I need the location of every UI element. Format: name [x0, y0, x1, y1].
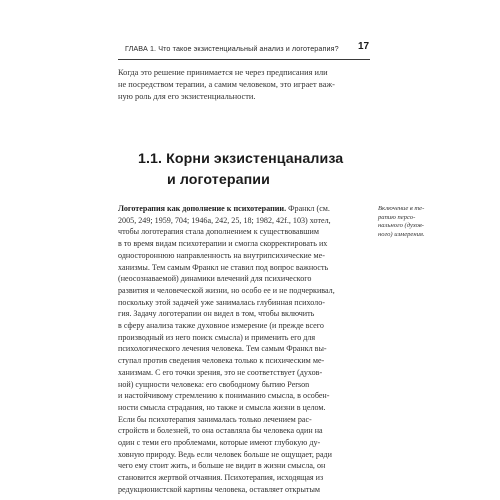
- body-line: развития и человеческой жизни, но особо ее и не подчеркивал,: [118, 285, 335, 295]
- body-line-rest: Франкл (см.: [286, 204, 330, 213]
- body-line: и настойчивому стремлению к пониманию смысла, в особен-: [118, 391, 330, 401]
- body-line: одностороннюю направленность на внутрипсихические ме-: [118, 250, 325, 260]
- body-line: ханизмам. С его точки зрения, это не соответствует (духов-: [118, 367, 323, 377]
- header-rule: [118, 59, 370, 60]
- body-line: ной) сущности человека: его свободному бытию Person: [118, 379, 310, 389]
- body-line: Если бы психотерапия занималась только лечением рас-: [118, 414, 312, 424]
- body-line: в то время видам психотерапии и смогла скорректировать их: [118, 239, 328, 249]
- body-line: в сферу анализа также духовное измерение (и прежде всего: [118, 321, 324, 331]
- intro-paragraph: [118, 67, 370, 103]
- body-line: ховную природу. Ведь если человек больше не ощущает, ради: [118, 449, 332, 459]
- section-heading: [138, 149, 378, 191]
- margin-note: [378, 205, 448, 240]
- body-line: (неосознаваемой) динамики влечений для психического: [118, 274, 312, 284]
- body-line: чего ему стоит жить, и больше не видит в жизни смысла, он: [118, 461, 326, 471]
- intro-line: ную роль для его экзистенциальности.: [118, 92, 256, 102]
- body-line: чтобы логотерапия стала дополнением к существовавшим: [118, 227, 319, 237]
- body-line: стройств и болезней, то она оставляла бы человека один на: [118, 426, 323, 436]
- body-line: ступал против сведения человека только к психическим ме-: [118, 356, 325, 366]
- margin-note-line: рапию персо-: [378, 213, 416, 221]
- body-line: 2005, 249; 1959, 704; 1946a, 242, 25, 18; 1982, 42f., 103) хотел,: [118, 215, 331, 225]
- body-line: редукционистской картины человека, оставляет открытым: [118, 484, 321, 494]
- section-heading-line: и логотерапии: [167, 172, 270, 188]
- margin-note-line: ного) измерения.: [378, 231, 425, 239]
- body-line: гия. Задачу логотерапии он видел в том, чтобы включить: [118, 309, 315, 319]
- body-line: ности смысла страдания, но также и смысла жизни в целом.: [118, 402, 326, 412]
- section-heading-line: 1.1. Корни экзистенцанализа: [138, 151, 344, 167]
- body-line: один с теми его проблемами, которые имеют глубокую ду-: [118, 438, 321, 448]
- body-line: [118, 203, 368, 215]
- page-number: 17: [358, 41, 370, 52]
- intro-line: не посредством терапии, а самим человеком, это играет важ-: [118, 80, 335, 90]
- body-paragraph: [118, 203, 368, 496]
- body-line: психологического лечения человека. Тем самым Франкл вы-: [118, 344, 327, 354]
- body-line: становится жертвой отчаяния. Психотерапия, исходящая из: [118, 473, 324, 483]
- intro-line: Когда это решение принимается не через предписания или: [118, 68, 328, 77]
- running-head: ГЛАВА 1. Что такое экзистенциальный анализ и логотерапия?: [125, 44, 339, 53]
- body-line: поскольку этой задачей уже занималась глубинная психоло-: [118, 297, 325, 307]
- run-in-heading: Логотерапия как дополнение к психотерапии.: [118, 204, 287, 213]
- body-line: производный из него поиск смысла) и применить его для: [118, 332, 316, 342]
- margin-note-line: нального (духов-: [378, 222, 424, 230]
- margin-note-line: Включение в те-: [378, 205, 425, 212]
- body-line: ханизмы. Тем самым Франкл не ставил под вопрос важность: [118, 262, 329, 272]
